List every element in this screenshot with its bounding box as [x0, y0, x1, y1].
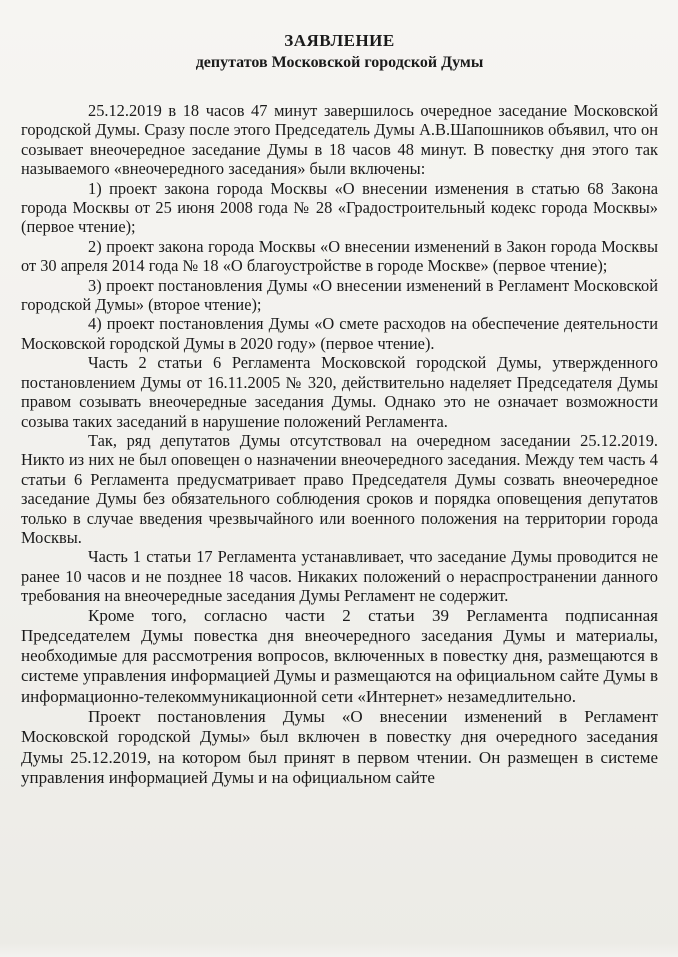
list-item: 2) проект закона города Москвы «О внесении изменений в Закон города Москвы от 30 апреля 2014 года № 18 «О благоустройстве в городе Москве» (первое чтение);: [21, 236, 658, 276]
paragraph: Так, ряд депутатов Думы отсутствовал на очередном заседании 25.12.2019. Никто из них не был оповещен о назначении внеочередного заседания. Между тем часть 4 статьи 6 Регламента предусматривает право Председателя Думы созвать внеочередное заседание Думы без обязательного соблюдения сроков и порядка оповещения депутатов только в случае введения чрезвычайного или военного положения на территории города Москвы.: [21, 430, 658, 547]
list-item: 3) проект постановления Думы «О внесении изменений в Регламент Московской городской Думы» (второе чтение);: [21, 275, 658, 315]
paragraph: Часть 1 статьи 17 Регламента устанавливает, что заседание Думы проводится не ранее 10 часов и не позднее 18 часов. Никаких положений о нераспространении данного требования на внеочередные заседания Думы Регламент не содержит.: [21, 547, 658, 606]
paragraph: Кроме того, согласно части 2 статьи 39 Регламента подписанная Председателем Думы повестка дня внеочередного заседания Думы и материалы, необходимые для рассмотрения вопросов, включенных в повестку дня, размещаются в системе управления информацией Думы и размещаются на официальном сайте Думы в информационно-телекоммуникационной сети «Интернет» незамедлительно.: [21, 605, 658, 706]
document-title: ЗАЯВЛЕНИЕ: [284, 31, 395, 50]
paragraph-intro: 25.12.2019 в 18 часов 47 минут завершилось очередное заседание Московской городской Думы. Сразу после этого Председатель Думы А.В.Шапошников объявил, что он созывает внеочередное заседание Думы в 18 часов 48 минут. В повестку дня этого так называемого «внеочередного заседания» были включены:: [21, 101, 658, 179]
paragraph: Проект постановления Думы «О внесении изменений в Регламент Московской городской Думы» был включен в повестку дня очередного заседания Думы 25.12.2019, на котором был принят в первом чтении. Он размещен в системе управления информацией Думы и на официальном сайте: [21, 707, 658, 787]
list-item: 4) проект постановления Думы «О смете расходов на обеспечение деятельности Московской городской Думы в 2020 году» (первое чтение).: [21, 314, 658, 353]
page-edge-shadow: [0, 943, 678, 957]
paragraph: Часть 2 статьи 6 Регламента Московской городской Думы, утвержденного постановлением Думы от 16.11.2005 № 320, действительно наделяет Председателя Думы правом созывать внеочередные заседания Думы. Однако это не означает возможности созыва таких заседаний в нарушение положений Регламента.: [21, 353, 658, 431]
document-body: [21, 101, 658, 788]
document-subtitle: депутатов Московской городской Думы: [195, 54, 484, 71]
list-item: 1) проект закона города Москвы «О внесении изменения в статью 68 Закона города Москвы от 25 июня 2008 года № 28 «Градостроительный кодекс города Москвы» (первое чтение);: [21, 178, 658, 237]
